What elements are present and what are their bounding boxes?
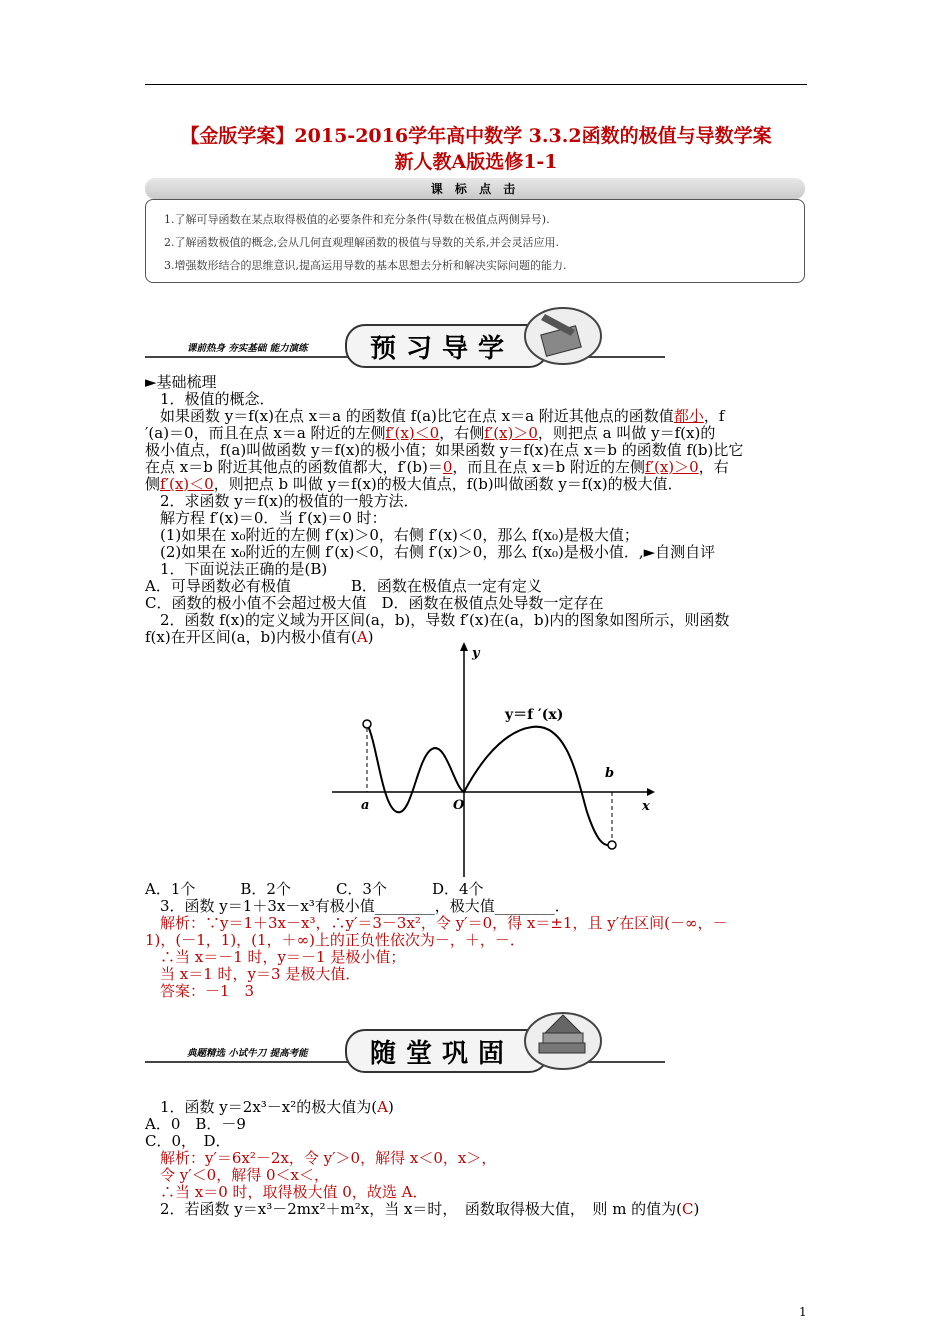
text-span: ) <box>693 1200 700 1218</box>
text-span: ) <box>367 628 374 646</box>
banner-heading: 随堂巩固 <box>370 1039 515 1069</box>
banner-subtitle: 课前热身 夯实基础 能力演练 <box>187 343 308 354</box>
text-line: ►基础梳理 <box>145 373 217 391</box>
open-endpoint-b <box>608 841 616 849</box>
text-line: 1．极值的概念． <box>145 390 275 408</box>
derivative-graph <box>322 637 662 882</box>
text-span: ，而且在点 x＝b 附近的左侧 <box>452 458 646 476</box>
section-bar-label: 课 标 点 击 <box>430 182 520 196</box>
origin-label: O <box>453 798 465 813</box>
text-span: ，右侧 <box>439 424 485 442</box>
objective-item: 1.了解可导函数在某点取得极值的必要条件和充分条件(导数在极值点两侧异号). <box>164 213 550 226</box>
text-line <box>145 425 810 442</box>
solution-line: 1)，(－1，1)，(1，＋∞)上的正负性依次为－，＋，－． <box>145 931 525 949</box>
objective-item: 3.增强数形结合的思维意识,提高运用导数的基本思想去分析和解决实际问题的能力. <box>164 259 567 272</box>
y-label: y <box>472 646 480 661</box>
text-line <box>145 459 810 476</box>
text-line: A．0 B．－9 <box>145 1115 246 1133</box>
doc-title-line1: 【金版学案】2015-2016学年高中数学 3.3.2函数的极值与导数学案 <box>180 125 772 147</box>
text-span: 在点 x＝b 附近其他点的函数值都大，f′(b)＝ <box>145 458 443 476</box>
banner-preview <box>145 300 810 370</box>
objective-item: 2.了解函数极值的概念,会从几何直观理解函数的极值与导数的关系,并会灵活应用. <box>164 236 559 249</box>
text-line <box>145 1201 810 1218</box>
text-line: 解方程 f′(x)＝0．当 f′(x)＝0 时： <box>145 509 387 527</box>
y-axis-arrow <box>460 642 468 651</box>
solution-line: 解析：y′＝6x²－2x，令 y′＞0，解得 x＜0，x＞， <box>145 1149 497 1167</box>
x-label: x <box>642 799 650 814</box>
text-span: ，则把点 b 叫做 y＝f(x)的极大值点，f(b)叫做函数 y＝f(x)的极大值． <box>213 475 683 493</box>
text-line: 极小值点，f(a)叫做函数 y＝f(x)的极小值；如果函数 y＝f(x)在点 x＝b 的函数值 f(b)比它 <box>145 441 744 459</box>
text-span: 1．函数 y＝2x³－x²的极大值为( <box>145 1098 378 1116</box>
text-line: 1．下面说法正确的是(B) <box>145 560 328 578</box>
text-line: 2．函数 f(x)的定义域为开区间(a，b)，导数 f′(x)在(a，b)内的图象如图所示，则函数 <box>145 611 730 629</box>
text-line <box>145 408 810 425</box>
text-line <box>145 1099 810 1116</box>
books-icon <box>515 1005 605 1071</box>
text-line <box>145 476 810 493</box>
answer-choice: C <box>682 1200 694 1218</box>
answer-blank: f′(x)＞0 <box>645 458 699 476</box>
answer-blank: f′(x)＞0 <box>484 424 538 442</box>
b-label: b <box>605 766 615 781</box>
text-span: ，f <box>703 407 725 425</box>
answer-choice: A <box>377 1098 388 1116</box>
solution-line: 令 y′＜0，解得 0＜x＜， <box>145 1166 329 1184</box>
answer-choice: A <box>356 628 368 646</box>
page-number: 1 <box>799 1305 807 1319</box>
text-span: f(x)在开区间(a，b)内极小值有( <box>145 628 357 646</box>
text-line: (1)如果在 x₀附近的左侧 f′(x)＞0，右侧 f′(x)＜0，那么 f(x₀)是极大值； <box>145 526 639 544</box>
a-label: a <box>361 798 370 813</box>
text-line: 2．求函数 y＝f(x)的极值的一般方法． <box>145 492 419 510</box>
answer-blank: 0 <box>442 458 453 476</box>
section-bar <box>145 178 805 199</box>
answer-line: 答案：－1 3 <box>145 982 255 1000</box>
text-line: A．1个 B．2个 C．3个 D．4个 <box>145 880 484 898</box>
banner-heading: 预习导学 <box>370 334 515 364</box>
open-endpoint-a <box>363 720 371 728</box>
curve <box>367 724 615 845</box>
text-line: C．函数的极小值不会超过极大值 D．函数在极值点处导数一定存在 <box>145 594 604 612</box>
text-line: (2)如果在 x₀附近的左侧 f′(x)＜0，右侧 f′(x)＞0，那么 f(x₀)是极小值．,►自测自评 <box>145 543 716 561</box>
text-span: ) <box>387 1098 394 1116</box>
solution-line: 解析：∵y＝1＋3x－x³，∴y′＝3－3x²，令 y′＝0，得 x＝±1，且 y′在区间(－∞，－ <box>145 914 728 932</box>
doc-title-line2: 新人教A版选修1-1 <box>394 151 558 173</box>
answer-blank: f′(x)＜0 <box>385 424 440 442</box>
answer-blank: 都小 <box>673 407 704 425</box>
curve-label: y＝f ′(x) <box>505 707 564 723</box>
objectives-box <box>145 199 805 283</box>
solution-line: ∴当 x＝－1 时，y＝－1 是极小值； <box>145 948 406 966</box>
text-line: A．可导函数必有极值 B．函数在极值点一定有定义 <box>145 577 542 595</box>
banner-practice <box>145 1005 810 1075</box>
solution-line: 当 x＝1 时，y＝3 是极大值． <box>145 965 361 983</box>
top-rule <box>145 84 807 85</box>
x-axis-arrow <box>647 788 655 796</box>
text-span: ′(a)＝0，而且在点 x＝a 附近的左侧 <box>145 424 386 442</box>
text-line: C．0， D． <box>145 1132 231 1150</box>
text-span: 侧 <box>145 475 161 493</box>
text-line: 3．函数 y＝1＋3x－x³有极小值________，极大值________． <box>145 897 570 915</box>
solution-line: ∴当 x＝0 时，取得极大值 0，故选 A． <box>145 1183 428 1201</box>
text-span: 如果函数 y＝f(x)在点 x＝a 的函数值 f(a)比它在点 x＝a 附近其他点的函数值 <box>145 407 674 425</box>
answer-blank: f′(x)＜0 <box>160 475 214 493</box>
banner-subtitle: 典题精选 小试牛刀 提高考能 <box>187 1048 308 1059</box>
pen-book-icon <box>515 300 605 366</box>
text-span: ，右 <box>698 458 729 476</box>
text-span: 2．若函数 y＝x³－2mx²＋m²x，当 x＝时， 函数取得极大值， 则 m 的值为( <box>145 1200 683 1218</box>
text-span: ，则把点 a 叫做 y＝f(x)的 <box>537 424 716 442</box>
